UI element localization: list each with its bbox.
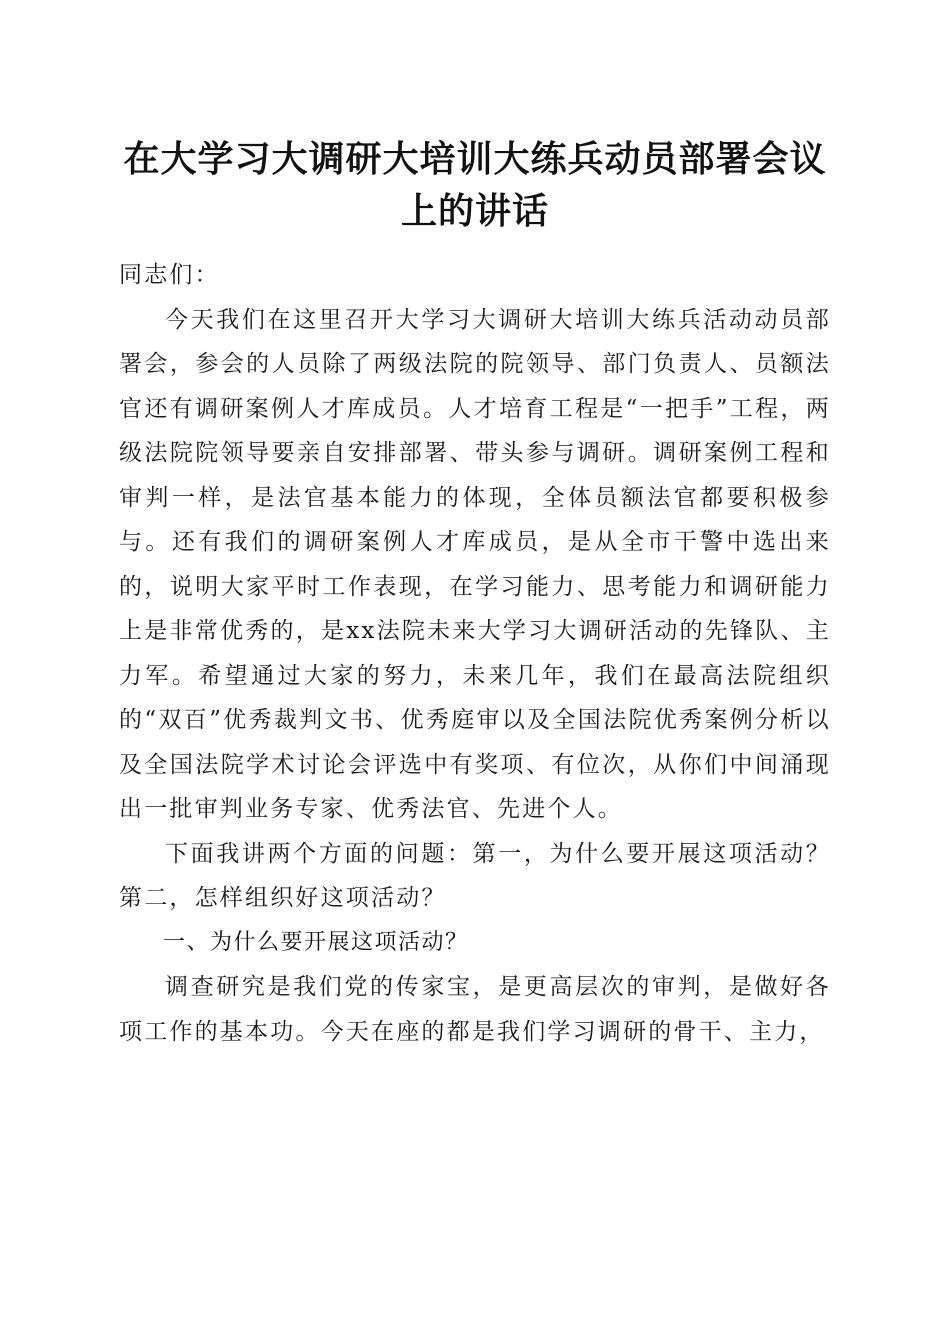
paragraph-outline: 下面我讲两个方面的问题：第一，为什么要开展这项活动？第二，怎样组织好这项活动？ <box>119 840 831 911</box>
paragraph-section-one: 调查研究是我们党的传家宝，是更高层次的审判，是做好各项工作的基本功。今天在座的都是我们学习调研的骨干、主力， <box>119 974 831 1045</box>
section-heading: 一、为什么要开展这项活动？ <box>163 929 469 955</box>
document-body <box>119 253 831 1054</box>
document-title: 在大学习大调研大培训大练兵动员部署会议上的讲话 <box>123 138 827 232</box>
salutation: 同志们： <box>119 262 220 288</box>
paragraph-intro: 今天我们在这里召开大学习大调研大培训大练兵活动动员部署会，参会的人员除了两级法院的院领导、部门负责人、员额法官还有调研案例人才库成员。人才培育工程是“一把手”工程，两级法院院领导要亲自安排部署、带头参与调研。调研案例工程和审判一样，是法官基本能力的体现，全体员额法官都要积极参与。还有我们的调研案例人才库成员，是从全市干警中选出来的，说明大家平时工作表现，在学习能力、思考能力和调研能力上是非常优秀的，是xx法院未来大学习大调研活动的先锋队、主力军。希望通过大家的努力，未来几年，我们在最高法院组织的“双百”优秀裁判文书、优秀庭审以及全国法院优秀案例分析以及全国法院学术讨论会评选中有奖项、有位次，从你们中间涌现出一批审判业务专家、优秀法官、先进个人。 <box>119 306 831 822</box>
